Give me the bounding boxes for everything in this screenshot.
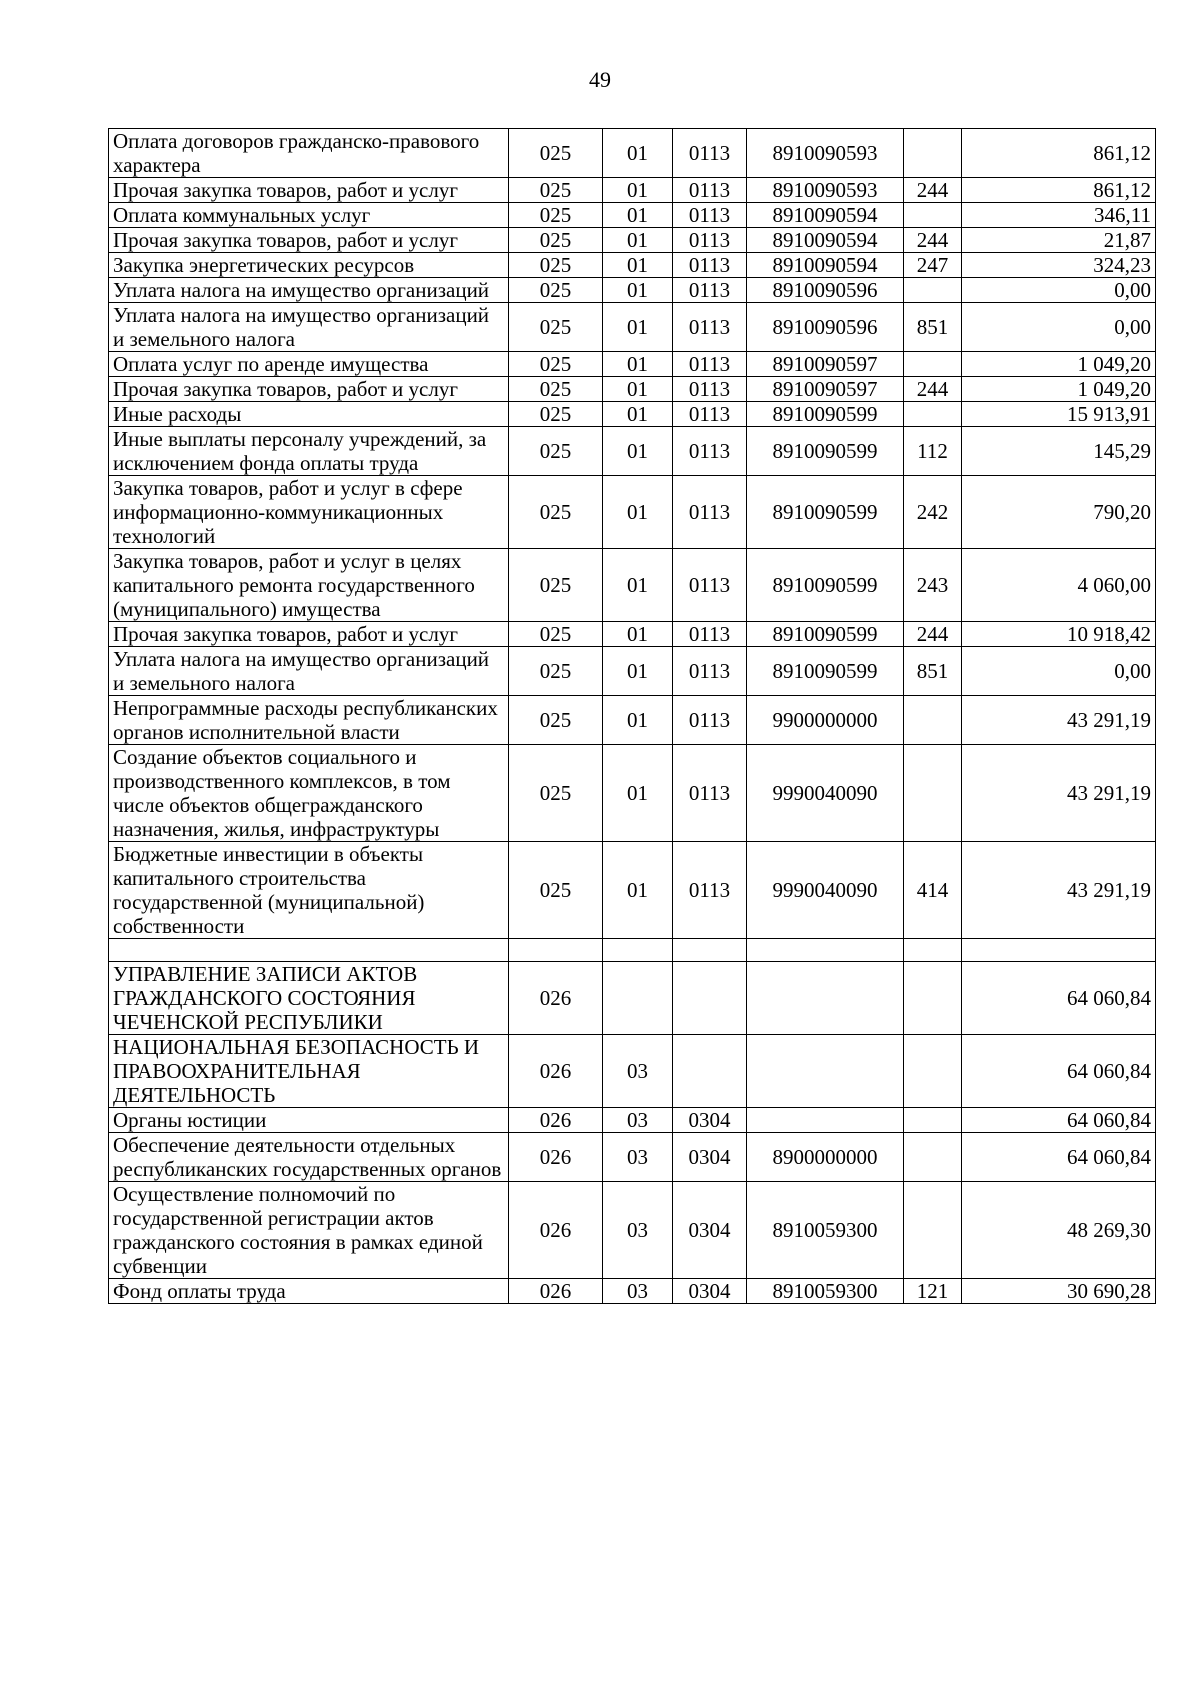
row-ved-code: 025 [509, 696, 603, 745]
table-row [109, 352, 1156, 377]
row-target-article-code: 8910090599 [747, 427, 904, 476]
row-target-article-code [747, 1108, 904, 1133]
table-row [109, 253, 1156, 278]
row-ved-code: 025 [509, 427, 603, 476]
row-ved-code [509, 939, 603, 962]
table-row [109, 696, 1156, 745]
row-subsection-code: 0113 [673, 278, 747, 303]
row-name: Прочая закупка товаров, работ и услуг [109, 622, 509, 647]
row-name: Осуществление полномочий по государственной регистрации актов гражданского состояния в рамках единой субвенции [109, 1182, 509, 1279]
row-amount: 324,23 [962, 253, 1156, 278]
row-target-article-code: 8910059300 [747, 1182, 904, 1279]
row-target-article-code: 8910090599 [747, 402, 904, 427]
row-subsection-code: 0113 [673, 745, 747, 842]
row-section-code: 01 [603, 203, 673, 228]
row-name: Иные расходы [109, 402, 509, 427]
row-target-article-code: 8910059300 [747, 1279, 904, 1304]
row-subsection-code: 0113 [673, 178, 747, 203]
table-row [109, 622, 1156, 647]
row-subsection-code: 0113 [673, 476, 747, 549]
row-amount: 64 060,84 [962, 1108, 1156, 1133]
row-expense-type-code: 121 [904, 1279, 962, 1304]
row-section-code: 01 [603, 402, 673, 427]
row-amount: 4 060,00 [962, 549, 1156, 622]
row-ved-code: 026 [509, 1133, 603, 1182]
table-row [109, 427, 1156, 476]
row-name: Бюджетные инвестиции в объекты капитального строительства государственной (муниципальной) собственности [109, 842, 509, 939]
table-row [109, 476, 1156, 549]
row-section-code: 01 [603, 253, 673, 278]
row-expense-type-code: 243 [904, 549, 962, 622]
row-target-article-code [747, 1035, 904, 1108]
table-row [109, 1108, 1156, 1133]
row-target-article-code: 8910090597 [747, 377, 904, 402]
row-subsection-code [673, 1035, 747, 1108]
table-row [109, 549, 1156, 622]
row-expense-type-code: 851 [904, 303, 962, 352]
row-target-article-code: 9900000000 [747, 696, 904, 745]
row-section-code: 01 [603, 745, 673, 842]
row-target-article-code: 8910090593 [747, 129, 904, 178]
row-target-article-code: 8910090596 [747, 303, 904, 352]
row-amount: 43 291,19 [962, 745, 1156, 842]
row-amount: 48 269,30 [962, 1182, 1156, 1279]
row-section-code: 01 [603, 278, 673, 303]
row-target-article-code: 8910090593 [747, 178, 904, 203]
row-amount: 43 291,19 [962, 696, 1156, 745]
table-row [109, 203, 1156, 228]
row-amount: 1 049,20 [962, 377, 1156, 402]
table-row [109, 842, 1156, 939]
row-expense-type-code [904, 129, 962, 178]
row-expense-type-code [904, 402, 962, 427]
row-target-article-code [747, 962, 904, 1035]
row-section-code: 01 [603, 696, 673, 745]
row-name: Иные выплаты персоналу учреждений, за исключением фонда оплаты труда [109, 427, 509, 476]
row-subsection-code: 0113 [673, 352, 747, 377]
row-ved-code: 025 [509, 228, 603, 253]
table-row [109, 1133, 1156, 1182]
row-subsection-code [673, 962, 747, 1035]
row-subsection-code: 0113 [673, 402, 747, 427]
row-name: Создание объектов социального и производственного комплексов, в том числе объектов общегражданского назначения, жилья, инфраструктуры [109, 745, 509, 842]
row-subsection-code: 0113 [673, 427, 747, 476]
row-subsection-code: 0304 [673, 1182, 747, 1279]
row-target-article-code: 8910090599 [747, 647, 904, 696]
row-name: Прочая закупка товаров, работ и услуг [109, 178, 509, 203]
row-target-article-code: 9990040090 [747, 842, 904, 939]
row-section-code: 01 [603, 476, 673, 549]
row-name: Уплата налога на имущество организаций и земельного налога [109, 303, 509, 352]
row-subsection-code: 0113 [673, 228, 747, 253]
row-expense-type-code [904, 278, 962, 303]
row-name: НАЦИОНАЛЬНАЯ БЕЗОПАСНОСТЬ И ПРАВООХРАНИТЕЛЬНАЯ ДЕЯТЕЛЬНОСТЬ [109, 1035, 509, 1108]
row-ved-code: 025 [509, 352, 603, 377]
row-name: Уплата налога на имущество организаций [109, 278, 509, 303]
row-section-code: 01 [603, 352, 673, 377]
table-row [109, 228, 1156, 253]
row-ved-code: 025 [509, 647, 603, 696]
row-section-code [603, 939, 673, 962]
row-ved-code: 025 [509, 178, 603, 203]
table-row [109, 377, 1156, 402]
row-amount: 15 913,91 [962, 402, 1156, 427]
row-ved-code: 025 [509, 377, 603, 402]
table-row [109, 939, 1156, 962]
row-amount: 0,00 [962, 278, 1156, 303]
row-ved-code: 025 [509, 622, 603, 647]
row-name: Обеспечение деятельности отдельных республиканских государственных органов [109, 1133, 509, 1182]
row-target-article-code: 9990040090 [747, 745, 904, 842]
row-section-code: 01 [603, 377, 673, 402]
row-subsection-code: 0113 [673, 377, 747, 402]
row-amount: 346,11 [962, 203, 1156, 228]
row-subsection-code: 0304 [673, 1279, 747, 1304]
row-name: Закупка энергетических ресурсов [109, 253, 509, 278]
row-subsection-code: 0113 [673, 842, 747, 939]
row-amount: 861,12 [962, 129, 1156, 178]
row-ved-code: 025 [509, 253, 603, 278]
row-target-article-code: 8910090599 [747, 549, 904, 622]
row-name: Прочая закупка товаров, работ и услуг [109, 377, 509, 402]
budget-table [108, 128, 1156, 1304]
row-name: Оплата услуг по аренде имущества [109, 352, 509, 377]
row-section-code: 03 [603, 1035, 673, 1108]
row-subsection-code: 0113 [673, 253, 747, 278]
row-section-code: 01 [603, 622, 673, 647]
row-amount: 861,12 [962, 178, 1156, 203]
row-target-article-code [747, 939, 904, 962]
budget-table-body [109, 129, 1156, 1304]
page-number: 49 [589, 67, 611, 92]
row-ved-code: 025 [509, 203, 603, 228]
table-row [109, 1035, 1156, 1108]
row-ved-code: 026 [509, 1108, 603, 1133]
row-ved-code: 025 [509, 745, 603, 842]
row-name: Уплата налога на имущество организаций и земельного налога [109, 647, 509, 696]
row-amount: 21,87 [962, 228, 1156, 253]
row-name: Закупка товаров, работ и услуг в целях капитального ремонта государственного (муниципального) имущества [109, 549, 509, 622]
row-expense-type-code: 242 [904, 476, 962, 549]
row-subsection-code: 0113 [673, 129, 747, 178]
row-section-code: 01 [603, 549, 673, 622]
row-amount: 43 291,19 [962, 842, 1156, 939]
row-ved-code: 025 [509, 549, 603, 622]
row-name: Закупка товаров, работ и услуг в сфере информационно-коммуникационных технологий [109, 476, 509, 549]
row-amount: 1 049,20 [962, 352, 1156, 377]
row-name: Оплата коммунальных услуг [109, 203, 509, 228]
row-subsection-code: 0304 [673, 1108, 747, 1133]
row-amount: 10 918,42 [962, 622, 1156, 647]
row-section-code: 03 [603, 1182, 673, 1279]
row-expense-type-code [904, 696, 962, 745]
row-target-article-code: 8910090594 [747, 203, 904, 228]
table-row [109, 402, 1156, 427]
row-target-article-code: 8910090599 [747, 476, 904, 549]
row-subsection-code: 0113 [673, 647, 747, 696]
row-expense-type-code: 112 [904, 427, 962, 476]
row-target-article-code: 8910090594 [747, 228, 904, 253]
table-row [109, 962, 1156, 1035]
row-expense-type-code [904, 962, 962, 1035]
row-expense-type-code: 244 [904, 622, 962, 647]
table-row [109, 1279, 1156, 1304]
row-expense-type-code: 414 [904, 842, 962, 939]
row-amount: 145,29 [962, 427, 1156, 476]
row-expense-type-code: 244 [904, 228, 962, 253]
table-row [109, 129, 1156, 178]
row-ved-code: 025 [509, 842, 603, 939]
row-amount [962, 939, 1156, 962]
row-amount: 790,20 [962, 476, 1156, 549]
row-target-article-code: 8910090597 [747, 352, 904, 377]
row-expense-type-code [904, 352, 962, 377]
row-ved-code: 026 [509, 1035, 603, 1108]
row-section-code [603, 962, 673, 1035]
row-target-article-code: 8910090594 [747, 253, 904, 278]
row-amount: 64 060,84 [962, 1035, 1156, 1108]
table-row [109, 745, 1156, 842]
row-name: Непрограммные расходы республиканских органов исполнительной власти [109, 696, 509, 745]
row-name: Фонд оплаты труда [109, 1279, 509, 1304]
table-row [109, 1182, 1156, 1279]
row-ved-code: 025 [509, 476, 603, 549]
row-name [109, 939, 509, 962]
row-target-article-code: 8900000000 [747, 1133, 904, 1182]
row-section-code: 01 [603, 647, 673, 696]
row-expense-type-code: 244 [904, 178, 962, 203]
row-expense-type-code [904, 939, 962, 962]
row-subsection-code: 0113 [673, 203, 747, 228]
row-section-code: 01 [603, 842, 673, 939]
row-expense-type-code: 247 [904, 253, 962, 278]
row-expense-type-code: 851 [904, 647, 962, 696]
row-section-code: 03 [603, 1133, 673, 1182]
row-section-code: 01 [603, 427, 673, 476]
row-ved-code: 026 [509, 1279, 603, 1304]
row-name: УПРАВЛЕНИЕ ЗАПИСИ АКТОВ ГРАЖДАНСКОГО СОСТОЯНИЯ ЧЕЧЕНСКОЙ РЕСПУБЛИКИ [109, 962, 509, 1035]
row-amount: 64 060,84 [962, 962, 1156, 1035]
row-ved-code: 025 [509, 129, 603, 178]
row-expense-type-code [904, 1182, 962, 1279]
table-row [109, 647, 1156, 696]
row-amount: 0,00 [962, 303, 1156, 352]
row-expense-type-code [904, 203, 962, 228]
row-ved-code: 026 [509, 962, 603, 1035]
row-section-code: 01 [603, 178, 673, 203]
row-ved-code: 025 [509, 303, 603, 352]
row-target-article-code: 8910090599 [747, 622, 904, 647]
row-expense-type-code [904, 1108, 962, 1133]
row-subsection-code: 0113 [673, 303, 747, 352]
table-row [109, 178, 1156, 203]
row-subsection-code: 0113 [673, 696, 747, 745]
row-name: Органы юстиции [109, 1108, 509, 1133]
row-subsection-code: 0113 [673, 549, 747, 622]
row-section-code: 01 [603, 129, 673, 178]
table-row [109, 303, 1156, 352]
row-section-code: 01 [603, 228, 673, 253]
row-subsection-code [673, 939, 747, 962]
row-section-code: 01 [603, 303, 673, 352]
row-name: Прочая закупка товаров, работ и услуг [109, 228, 509, 253]
row-ved-code: 025 [509, 278, 603, 303]
row-section-code: 03 [603, 1279, 673, 1304]
row-target-article-code: 8910090596 [747, 278, 904, 303]
row-amount: 0,00 [962, 647, 1156, 696]
row-ved-code: 026 [509, 1182, 603, 1279]
row-amount: 64 060,84 [962, 1133, 1156, 1182]
row-subsection-code: 0113 [673, 622, 747, 647]
row-expense-type-code: 244 [904, 377, 962, 402]
row-expense-type-code [904, 745, 962, 842]
row-expense-type-code [904, 1035, 962, 1108]
row-amount: 30 690,28 [962, 1279, 1156, 1304]
row-expense-type-code [904, 1133, 962, 1182]
row-ved-code: 025 [509, 402, 603, 427]
table-row [109, 278, 1156, 303]
row-name: Оплата договоров гражданско-правового характера [109, 129, 509, 178]
row-section-code: 03 [603, 1108, 673, 1133]
row-subsection-code: 0304 [673, 1133, 747, 1182]
